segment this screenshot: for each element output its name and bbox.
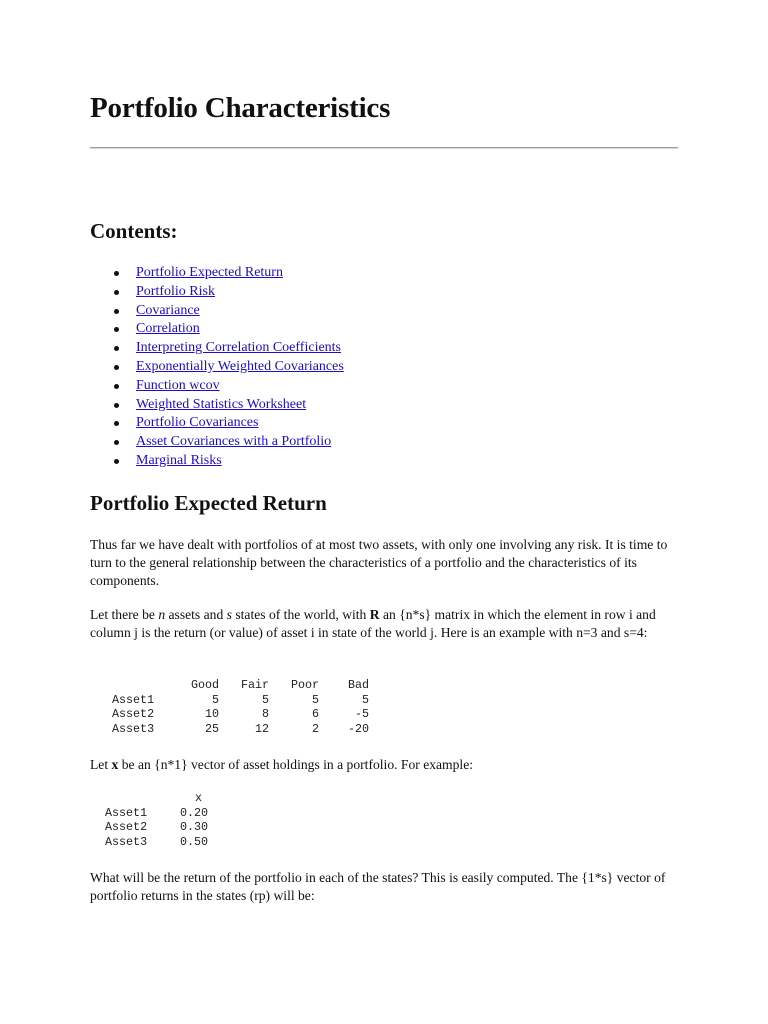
bullet-icon bbox=[114, 384, 119, 389]
bold-x: x bbox=[111, 757, 119, 772]
contents-item bbox=[90, 377, 344, 396]
toc-link-correlation[interactable]: Correlation bbox=[136, 321, 200, 337]
table-cell: 5 bbox=[261, 692, 269, 707]
bullet-icon bbox=[114, 271, 119, 276]
toc-link-interpreting-correlation[interactable]: Interpreting Correlation Coefficients bbox=[136, 340, 342, 356]
column-header: Poor bbox=[290, 678, 319, 692]
table-cell: 5 bbox=[211, 692, 219, 707]
table-cell: 5 bbox=[361, 692, 369, 707]
table-cell: 8 bbox=[261, 707, 269, 722]
table-row bbox=[112, 693, 369, 708]
row-label: Asset1 bbox=[112, 692, 155, 707]
bullet-icon bbox=[114, 459, 119, 464]
table-row bbox=[112, 722, 369, 737]
holdings-vector-table bbox=[105, 791, 240, 850]
bullet-icon bbox=[114, 346, 119, 351]
bullet-icon bbox=[114, 365, 119, 370]
table-header-row bbox=[112, 678, 369, 693]
page-title: Portfolio Characteristics bbox=[90, 92, 391, 124]
table-cell: 0.30 bbox=[180, 820, 209, 835]
contents-item bbox=[90, 414, 344, 433]
toc-link-asset-covariances[interactable]: Asset Covariances with a Portfolio bbox=[136, 434, 332, 450]
table-row bbox=[105, 820, 240, 835]
table-cell: 10 bbox=[204, 707, 219, 722]
contents-item bbox=[90, 339, 344, 358]
bullet-icon bbox=[114, 403, 119, 408]
toc-link-portfolio-covariances[interactable]: Portfolio Covariances bbox=[136, 415, 259, 431]
table-header-row bbox=[105, 791, 240, 806]
toc-link-marginal-risks[interactable]: Marginal Risks bbox=[136, 452, 222, 468]
contents-item bbox=[90, 433, 344, 452]
table-row bbox=[105, 835, 240, 850]
italic-s: s bbox=[226, 607, 232, 622]
table-cell: 0.20 bbox=[180, 805, 209, 820]
text-span: assets and bbox=[165, 607, 227, 622]
table-cell: -5 bbox=[354, 707, 369, 722]
contents-heading: Contents: bbox=[90, 219, 178, 243]
toc-link-portfolio-risk[interactable]: Portfolio Risk bbox=[136, 283, 215, 299]
intro-paragraph: Thus far we have dealt with portfolios of at most two assets, with only one involving any risk. It is time to turn to the general relationship between the characteristics of a portfolio and the characteristics of its components. bbox=[90, 537, 668, 588]
bullet-icon bbox=[114, 440, 119, 445]
row-label: Asset2 bbox=[112, 707, 155, 722]
table-cell: 0.50 bbox=[180, 835, 209, 850]
table-row bbox=[105, 806, 240, 821]
contents-item bbox=[90, 452, 344, 471]
table-cell: 6 bbox=[311, 707, 319, 722]
text-span: Let there be bbox=[90, 607, 159, 622]
row-label: Asset3 bbox=[105, 835, 148, 850]
table-cell: 12 bbox=[254, 722, 269, 737]
column-header: Fair bbox=[240, 678, 269, 692]
toc-link-function-wcov[interactable]: Function wcov bbox=[136, 377, 220, 393]
text-span: an {n*s} matrix in which the element in row i and column j is the return (or value) of asset i in state of the world j. Here is an example with n=3 and s=4: bbox=[90, 607, 656, 640]
contents-item bbox=[90, 358, 344, 377]
bullet-icon bbox=[114, 327, 119, 332]
definition-paragraph bbox=[90, 606, 680, 642]
table-cell: 2 bbox=[311, 722, 319, 737]
bullet-icon bbox=[114, 421, 119, 426]
table-corner bbox=[112, 678, 170, 693]
table-cell: 5 bbox=[311, 692, 319, 707]
holdings-paragraph bbox=[90, 756, 680, 774]
table-cell: 25 bbox=[204, 722, 219, 737]
bullet-icon bbox=[114, 290, 119, 295]
italic-n: n bbox=[158, 607, 166, 622]
bullet-icon bbox=[114, 309, 119, 314]
text-span: states of the world, with bbox=[231, 607, 370, 622]
row-label: Asset2 bbox=[105, 820, 148, 835]
column-header: x bbox=[195, 791, 203, 805]
bold-r: R bbox=[369, 607, 380, 622]
column-header: Good bbox=[190, 678, 219, 692]
contents-item bbox=[90, 283, 344, 302]
returns-paragraph: What will be the return of the portfolio in each of the states? This is easily computed. The {1*s} vector of portfolio returns in the states (rp) will be: bbox=[90, 870, 666, 903]
returns-matrix-table bbox=[112, 678, 369, 737]
column-header: Bad bbox=[347, 678, 369, 692]
row-label: Asset1 bbox=[105, 805, 148, 820]
row-label: Asset3 bbox=[112, 722, 155, 737]
table-corner bbox=[105, 791, 180, 806]
text-span: Let bbox=[90, 757, 112, 772]
toc-link-covariance[interactable]: Covariance bbox=[136, 302, 200, 318]
contents-list bbox=[90, 264, 344, 471]
contents-item bbox=[90, 320, 344, 339]
toc-link-exponentially-weighted[interactable]: Exponentially Weighted Covariances bbox=[136, 358, 344, 374]
table-cell: -20 bbox=[347, 722, 369, 737]
table-row bbox=[112, 707, 369, 722]
text-span: be an {n*1} vector of asset holdings in a portfolio. For example: bbox=[118, 757, 474, 772]
contents-item bbox=[90, 264, 344, 283]
title-divider bbox=[90, 147, 678, 149]
contents-item bbox=[90, 396, 344, 415]
section-heading: Portfolio Expected Return bbox=[90, 491, 327, 515]
toc-link-portfolio-expected-return[interactable]: Portfolio Expected Return bbox=[136, 265, 283, 280]
contents-item bbox=[90, 302, 344, 321]
toc-link-weighted-statistics[interactable]: Weighted Statistics Worksheet bbox=[136, 396, 307, 412]
